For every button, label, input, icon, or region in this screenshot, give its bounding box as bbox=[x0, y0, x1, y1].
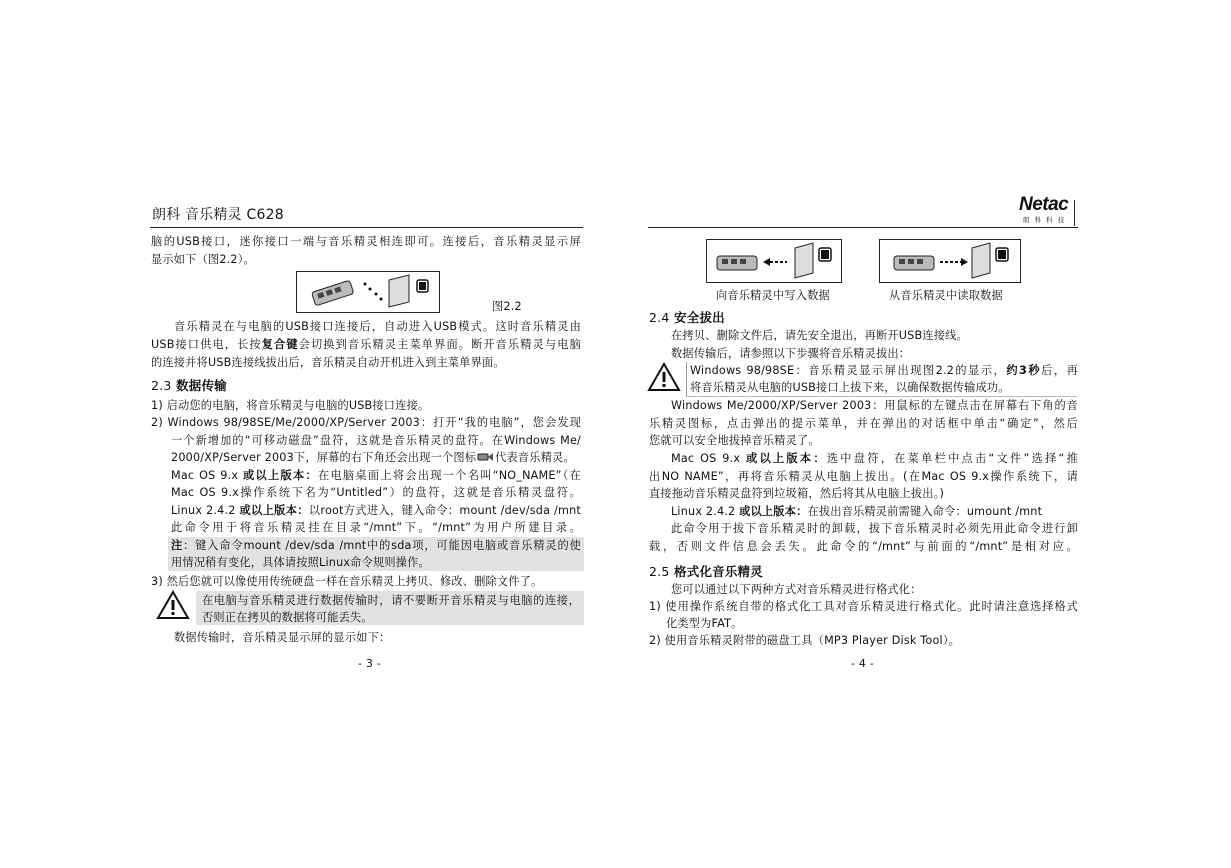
write-to-device-icon bbox=[707, 240, 841, 282]
mac-r-line3: 直接拖动音乐精灵盘符到垃圾箱，然后将其从电脑上拔出。) bbox=[649, 487, 945, 500]
netac-logo bbox=[1019, 194, 1068, 224]
device-to-pc-icon bbox=[297, 272, 439, 312]
figure-2-2 bbox=[296, 271, 440, 313]
list-item-1: 1) 启动您的电脑，将音乐精灵与电脑的USB接口连接。 bbox=[151, 399, 430, 412]
left-p2-line2: USB接口供电，长按复合键会切换到音乐精灵主菜单界面。断开音乐精灵与电脑 bbox=[151, 338, 581, 351]
left-p2-line3: 的连接并将USB连接线拔出后，音乐精灵自动开机进入到主菜单界面。 bbox=[151, 356, 505, 369]
left-p1-line2: 显示如下（图2.2）。 bbox=[151, 253, 255, 266]
left-last-line: 数据传输时，音乐精灵显示屏的显示如下： bbox=[174, 631, 391, 644]
left-p2-line1: 音乐精灵在与电脑的USB接口连接后，自动进入USB模式。这时音乐精灵由 bbox=[174, 320, 581, 333]
section-2-5-heading: 2.5 格式化音乐精灵 bbox=[649, 564, 763, 579]
mac-r-line2: 出NO NAME”，再将音乐精灵从电脑上拔出。(在Mac OS 9.x操作系统下，请 bbox=[649, 470, 1078, 483]
read-from-device-icon bbox=[880, 240, 1020, 282]
s24-p1: 在拷贝、删除文件后，请先安全退出，再断开USB连接线。 bbox=[671, 329, 968, 342]
figure-write-caption: 向音乐精灵中写入数据 bbox=[716, 289, 830, 302]
mac-line1: Mac OS 9.x 或以上版本：在电脑桌面上将会出现一个名叫“NO_NAME”（在 bbox=[171, 469, 582, 482]
right-page-number: - 4 - bbox=[851, 657, 874, 670]
left-header-rule bbox=[150, 227, 583, 228]
linux-r-line2: 此命令用于拔下音乐精灵时的卸载，拔下音乐精灵时必须先用此命令进行卸 bbox=[671, 522, 1078, 535]
warning-triangle-icon bbox=[156, 590, 190, 620]
linux-r-line3: 载，否则文件信息会丢失。此命令的“/mnt”与前面的“/mnt”是相对应。 bbox=[649, 540, 1078, 553]
figure-2-2-caption: 图2.2 bbox=[492, 300, 522, 313]
left-p1-line1: 脑的USB接口，迷你接口一端与音乐精灵相连即可。连接后，音乐精灵显示屏 bbox=[151, 235, 581, 248]
linux-line2: 此命令用于将音乐精灵挂在目录“/mnt”下。“/mnt”为用户所建目录。 bbox=[171, 521, 581, 534]
left-page-number: - 3 - bbox=[358, 657, 381, 670]
note-line2: 用情况稍有变化，具体请按照Linux命令规则操作。 bbox=[171, 556, 430, 569]
logo-wordmark: Netac bbox=[1019, 194, 1069, 215]
s25-item1-line1: 1) 使用操作系统自带的格式化工具对音乐精灵进行格式化。此时请注意选择格式 bbox=[649, 600, 1078, 613]
s25-item1-line2: 化类型为FAT。 bbox=[666, 617, 743, 630]
mac-r-line1: Mac OS 9.x 或以上版本：选中盘符，在菜单栏中点击“文件”选择“推 bbox=[671, 452, 1079, 465]
list-item-2-line2: 一个新增加的“可移动磁盘”盘符，这就是音乐精灵的盘符。在Windows Me/ bbox=[171, 434, 581, 447]
logo-bar bbox=[1074, 200, 1075, 226]
warning-triangle-icon bbox=[647, 362, 681, 392]
mac-line2: Mac OS 9.x操作系统下名为“Untitled”）的盘符，这就是音乐精灵盘符。 bbox=[171, 486, 581, 499]
logo-subtext: 朗 科 科 技 bbox=[1023, 216, 1066, 224]
warning-2-line2: 将音乐精灵从电脑的USB接口上拔下来，以确保数据传输成功。 bbox=[690, 381, 1010, 394]
section-2-4-heading: 2.4 安全拔出 bbox=[649, 310, 725, 325]
s25-item2: 2) 使用音乐精灵附带的磁盘工具（MP3 Player Disk Tool）。 bbox=[649, 634, 960, 647]
winme-line2: 乐精灵图标，点击弹出的提示菜单，并在弹出的对话框中单击“确定”，然后 bbox=[649, 417, 1078, 430]
list-item-2-line1: 2) Windows 98/98SE/Me/2000/XP/Server 2003：打开“我的电脑”，您会发现 bbox=[151, 416, 581, 429]
warning-1-line1: 在电脑与音乐精灵进行数据传输时，请不要断开音乐精灵与电脑的连接， bbox=[202, 594, 580, 607]
s25-p1: 您可以通过以下两种方式对音乐精灵进行格式化： bbox=[671, 583, 922, 596]
winme-line3: 您就可以安全地拔掉音乐精灵了。 bbox=[649, 434, 820, 447]
list-item-2-line3: 2000/XP/Server 2003下，屏幕的右下角还会出现一个图标 代表音乐精灵。 bbox=[171, 451, 575, 464]
figure-read-caption: 从音乐精灵中读取数据 bbox=[889, 289, 1003, 302]
warning-2-line1: Windows 98/98SE：音乐精灵显示屏出现图2.2的显示，约3秒后，再 bbox=[690, 364, 1078, 377]
note-line1: 注：键入命令mount /dev/sda /mnt中的sda项，可能因电脑或音乐精灵的使 bbox=[171, 539, 581, 552]
linux-r-line1: Linux 2.4.2 或以上版本：在拔出音乐精灵前需键入命令：umount /mnt bbox=[671, 505, 1043, 518]
s24-p2: 数据传输后，请参照以下步骤将音乐精灵拔出： bbox=[671, 347, 911, 360]
left-header-title: 朗科 音乐精灵 C628 bbox=[152, 207, 284, 223]
figure-read bbox=[879, 239, 1021, 283]
list-item-3: 3) 然后您就可以像使用传统硬盘一样在音乐精灵上拷贝、修改、删除文件了。 bbox=[151, 575, 543, 588]
winme-line1: Windows Me/2000/XP/Server 2003：用鼠标的左键点击在屏幕右下角的音 bbox=[671, 399, 1078, 412]
section-2-3-heading: 2.3 数据传输 bbox=[151, 378, 227, 393]
right-header-rule bbox=[648, 227, 1078, 228]
figure-write bbox=[706, 239, 842, 283]
tray-device-icon bbox=[477, 451, 494, 463]
linux-line1: Linux 2.4.2 或以上版本：以root方式进入，键入命令：mount /dev/sda /mnt bbox=[171, 504, 582, 517]
warning-1-line2: 否则正在拷贝的数据将可能丢失。 bbox=[202, 611, 373, 624]
